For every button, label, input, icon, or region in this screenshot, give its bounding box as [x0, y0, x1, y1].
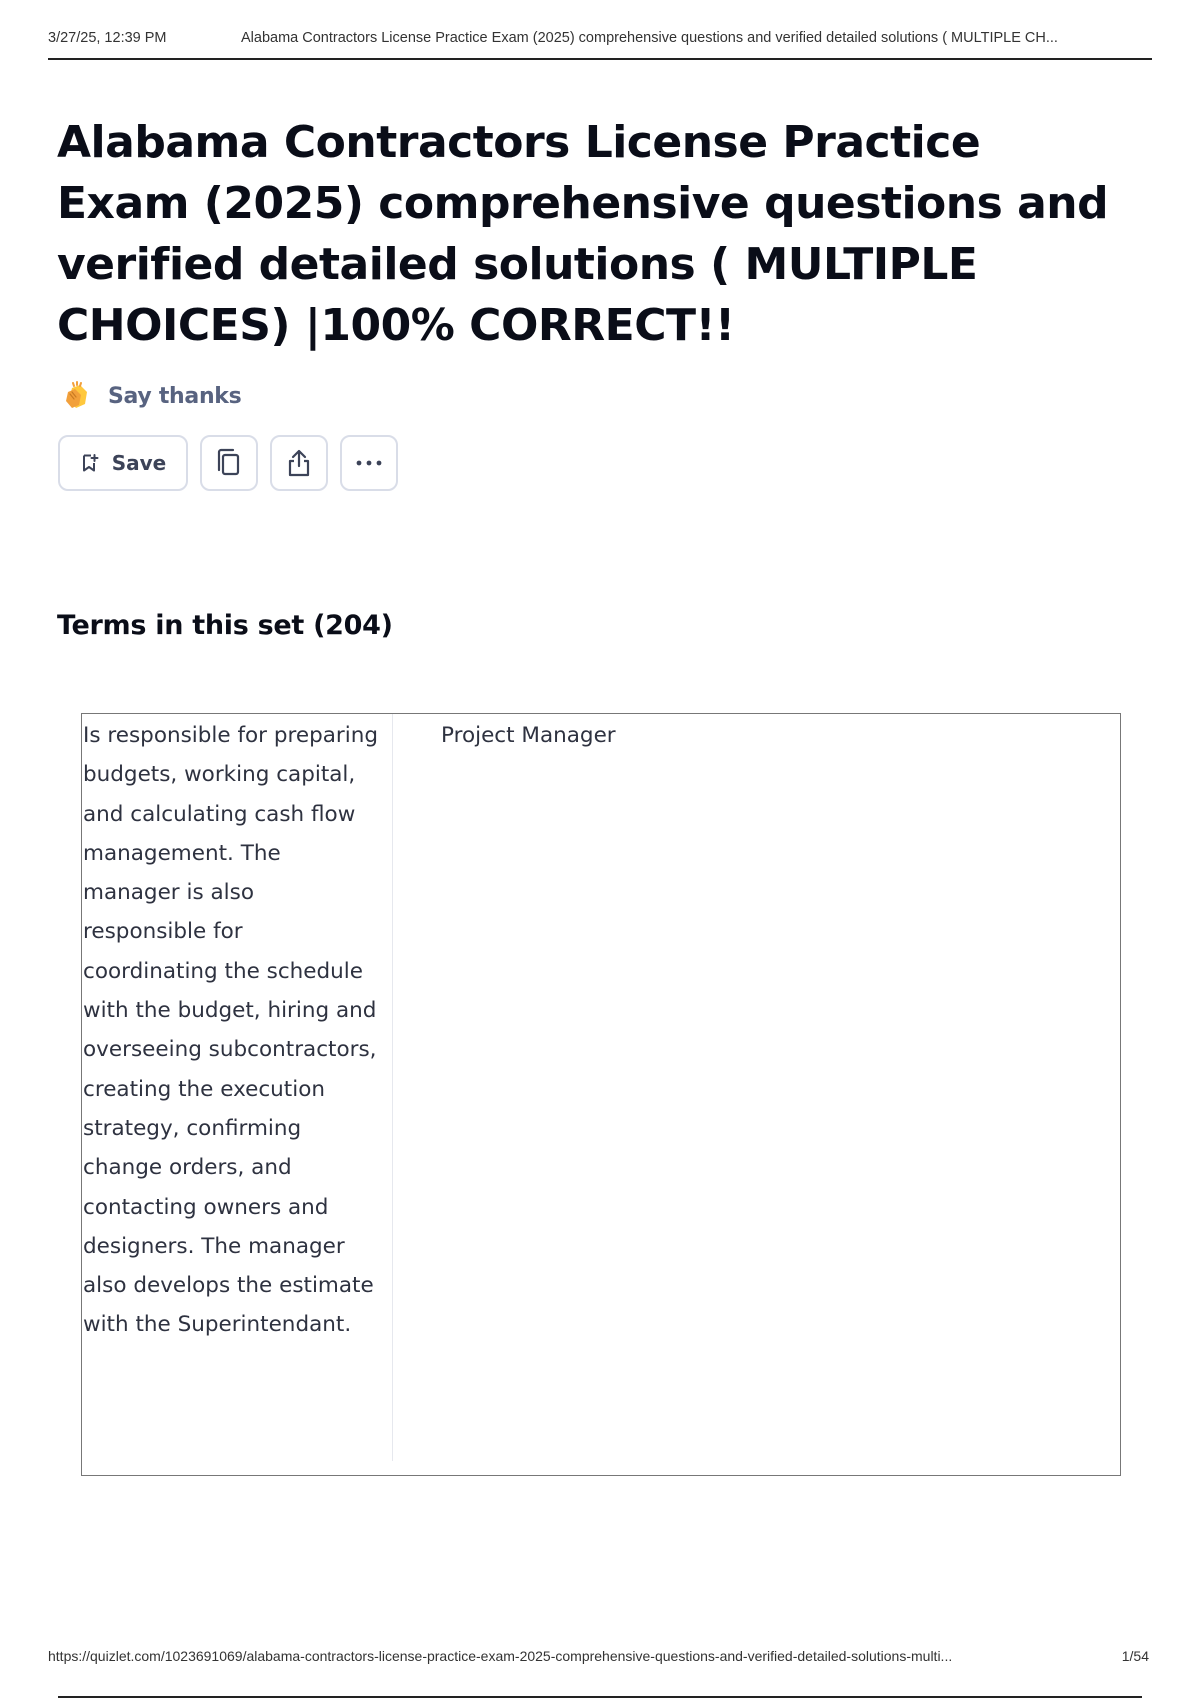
term-answer: Project Manager	[441, 723, 616, 748]
copy-icon	[215, 448, 243, 478]
print-header	[48, 28, 1152, 60]
terms-heading: Terms in this set (204)	[57, 610, 393, 641]
clapping-hands-icon	[62, 380, 94, 412]
term-definition: Is responsible for preparing budgets, working capital, and calculating cash flow management. The manager is also responsible for coordinating the schedule with the budget, hiring and overseeing subcontractors, creating the execution strategy, confirming change orders, and contacting owners and designers. The manager also develops the estimate with the Superintendant.	[83, 723, 379, 1338]
print-date-time: 3/27/25, 12:39 PM	[48, 30, 167, 46]
save-button[interactable]	[58, 435, 188, 491]
bookmark-add-icon	[80, 453, 100, 473]
print-url: https://quizlet.com/1023691069/alabama-contractors-license-practice-exam-2025-comprehensive-questions-and-verified-detailed-solutions-multi...	[48, 1648, 953, 1664]
page-title: Alabama Contractors License Practice Exam (2025) comprehensive questions and verified detailed solutions ( MULTIPLE CHOICES) |100% CORRECT!!	[57, 117, 1109, 351]
copy-button[interactable]	[200, 435, 258, 491]
save-label: Save	[111, 451, 167, 475]
set-toolbar	[58, 435, 398, 491]
term-divider	[392, 714, 393, 1461]
term-card	[81, 713, 1121, 1476]
say-thanks-button[interactable]	[62, 380, 241, 412]
share-button[interactable]	[270, 435, 328, 491]
share-icon	[285, 448, 313, 478]
print-document-title: Alabama Contractors License Practice Exam (2025) comprehensive questions and verified detailed solutions ( MULTIPLE CH...	[241, 30, 1058, 46]
footer-divider	[58, 1696, 1142, 1698]
more-options-button[interactable]	[340, 435, 398, 491]
print-page-indicator: 1/54	[1121, 1648, 1149, 1664]
say-thanks-label: Say thanks	[108, 383, 242, 409]
more-horizontal-icon	[354, 459, 384, 467]
